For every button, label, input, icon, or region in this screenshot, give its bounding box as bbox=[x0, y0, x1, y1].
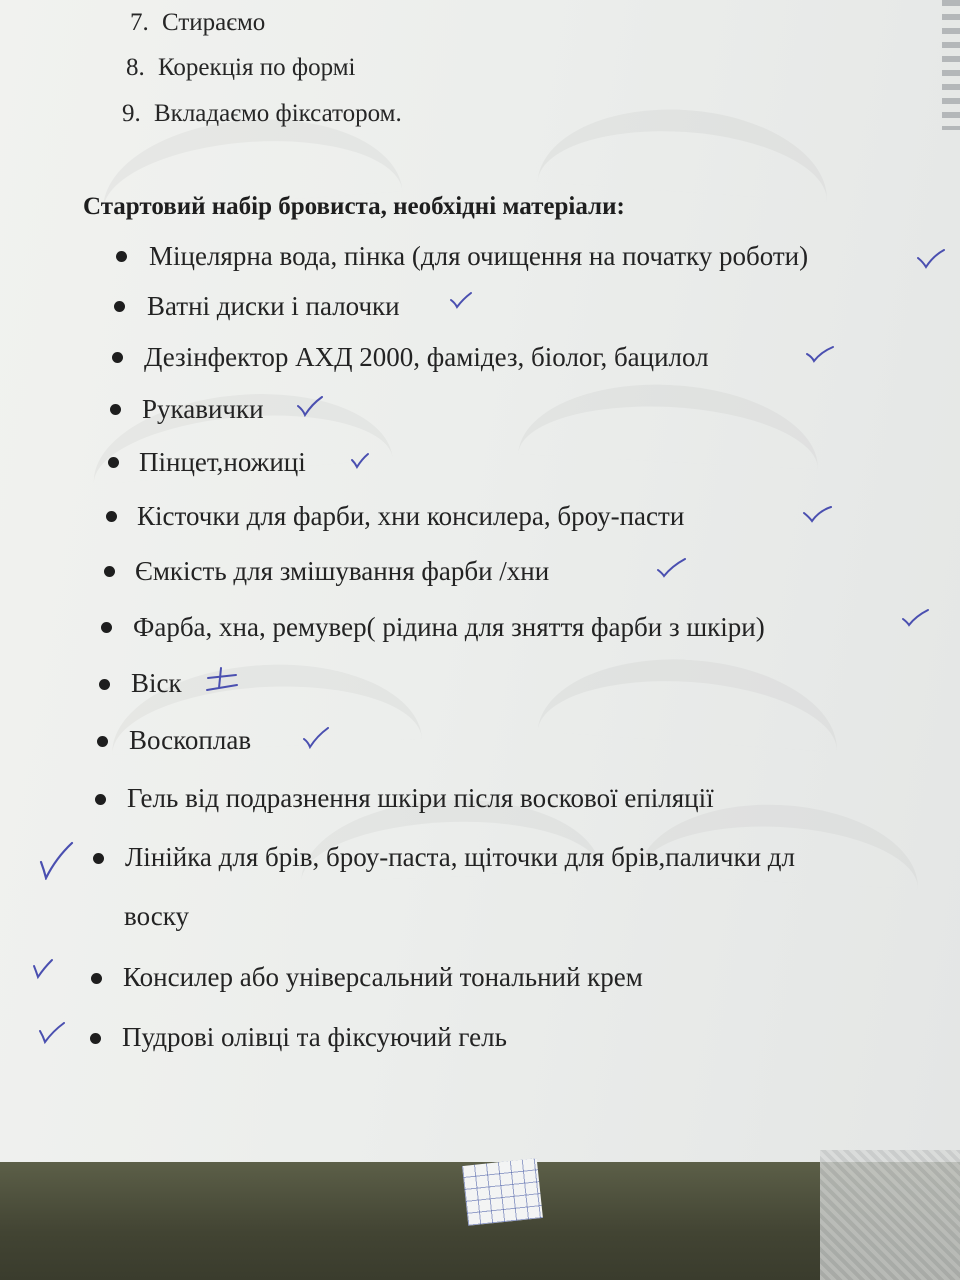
material-item: Рукавички bbox=[142, 394, 264, 424]
step-text: Вкладаємо фіксатором. bbox=[154, 100, 402, 127]
material-item: Фарба, хна, ремувер( рідина для зняття фарби з шкіри) bbox=[133, 612, 765, 642]
checkmark-icon bbox=[449, 291, 479, 313]
material-item: Воскоплав bbox=[129, 725, 252, 755]
bullet-dot bbox=[112, 352, 123, 363]
checkmark-icon bbox=[656, 557, 686, 579]
bullet-dot bbox=[90, 1033, 101, 1044]
material-item: Лінійка для брів, броу-паста, щіточки для брів,палички дл bbox=[125, 842, 796, 872]
step-item bbox=[130, 9, 265, 37]
step-item bbox=[126, 54, 355, 82]
ghost-brow-shape bbox=[537, 100, 832, 202]
checkmark-icon bbox=[805, 344, 835, 366]
bullet-dot bbox=[91, 973, 102, 984]
material-item: Пінцет,ножиці bbox=[139, 447, 306, 477]
ghost-brow-shape bbox=[518, 377, 822, 470]
bullet-dot bbox=[95, 794, 106, 805]
checkmark-icon bbox=[916, 248, 946, 270]
step-text: Стираємо bbox=[162, 9, 266, 36]
bullet-dot bbox=[93, 853, 104, 864]
material-item: Пудрові олівці та фіксуючий гель bbox=[122, 1022, 507, 1052]
step-text: Корекція по формі bbox=[158, 54, 356, 81]
section-heading: Стартовий набір бровиста, необхідні матеріали: bbox=[83, 193, 625, 220]
material-item: Ватні диски і палочки bbox=[147, 291, 400, 321]
ghost-brow-shape bbox=[538, 650, 843, 753]
checkmark-icon bbox=[296, 396, 326, 418]
bullet-dot bbox=[101, 622, 112, 633]
checkmark-icon bbox=[32, 958, 62, 980]
bullet-dot bbox=[110, 404, 121, 415]
material-item: Віск bbox=[131, 668, 182, 698]
step-number: 7. bbox=[130, 9, 149, 36]
checkmark-icon bbox=[802, 503, 832, 525]
checkmark-icon bbox=[901, 608, 931, 630]
material-item: Гель від подразнення шкіри після воскової епіляції bbox=[127, 783, 714, 813]
binder-rings bbox=[942, 0, 960, 130]
grid-paper-card bbox=[462, 1158, 543, 1226]
material-item: Кісточки для фарби, хни консилера, броу-пасти bbox=[137, 501, 685, 531]
bullet-dot bbox=[104, 566, 115, 577]
bullet-dot bbox=[97, 736, 108, 747]
material-item: Консилер або універсальний тональний крем bbox=[123, 962, 643, 992]
checkmark-icon bbox=[350, 451, 380, 473]
plus-minus-mark-icon bbox=[204, 666, 240, 696]
checkmark-icon bbox=[302, 727, 332, 749]
material-item: Міцелярна вода, пінка (для очищення на початку роботи) bbox=[149, 241, 809, 271]
step-number: 9. bbox=[122, 100, 141, 127]
material-item-continuation: воску bbox=[124, 901, 189, 931]
bullet-dot bbox=[116, 251, 127, 262]
bullet-dot bbox=[114, 301, 125, 312]
checkmark-icon bbox=[38, 1022, 68, 1044]
bullet-dot bbox=[108, 457, 119, 468]
checkmark-icon bbox=[38, 840, 74, 880]
fabric-background bbox=[820, 1150, 960, 1280]
material-item: Ємкість для змішування фарби /хни bbox=[135, 556, 550, 586]
step-item bbox=[122, 100, 402, 128]
step-number: 8. bbox=[126, 54, 145, 81]
bullet-dot bbox=[106, 511, 117, 522]
material-item: Дезінфектор АХД 2000, фамідез, біолог, бацилол bbox=[144, 342, 709, 372]
bullet-dot bbox=[99, 679, 110, 690]
